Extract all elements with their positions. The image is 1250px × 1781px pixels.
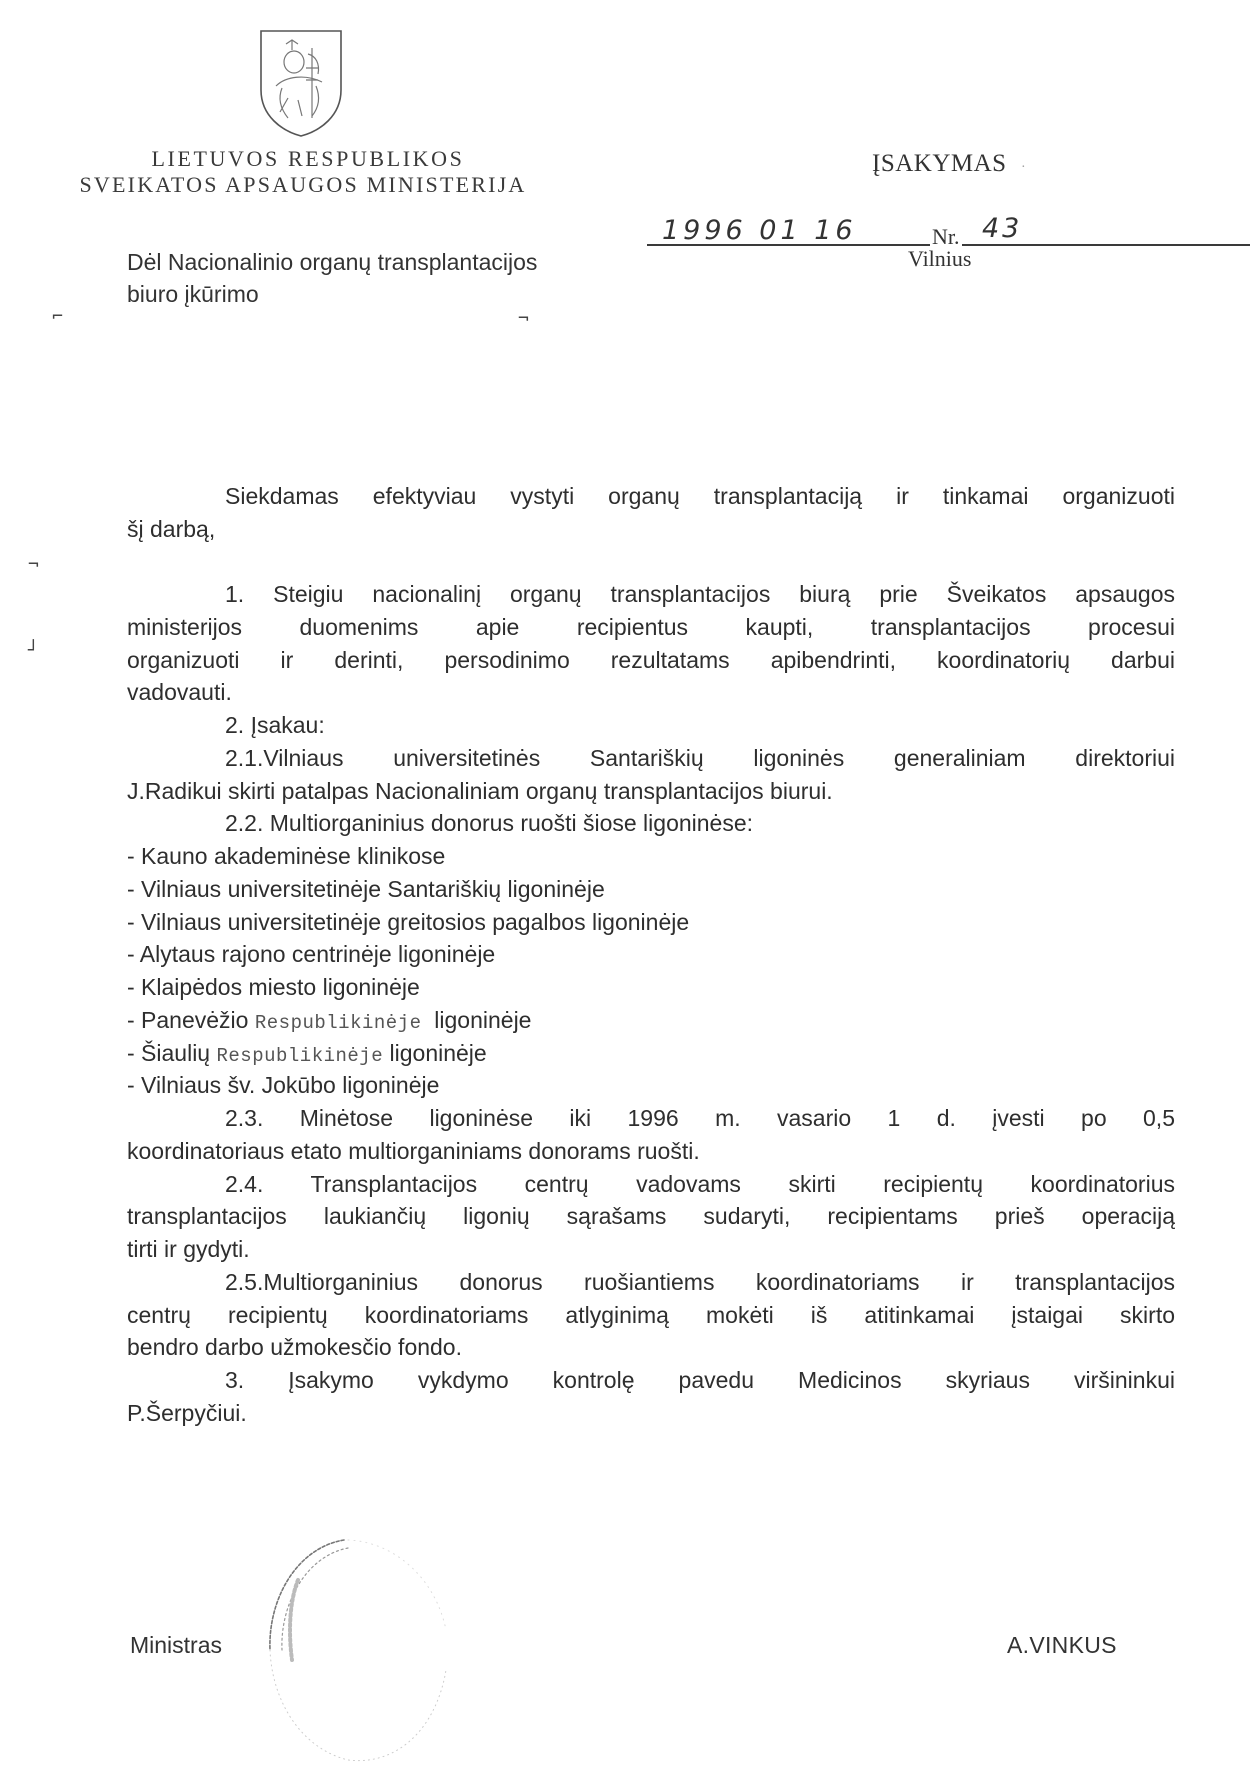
margin-mark-lower: ┘ — [28, 640, 39, 661]
body-line: J.Radikui skirti patalpas Nacionaliniam organų transplantacijos biurui. — [127, 777, 833, 804]
preamble-line-2: šį darbą, — [127, 516, 216, 542]
body-line: transplantacijos laukiančių ligonių sąrašams sudaryti, recipientams prieš operaciją — [127, 1203, 1175, 1230]
document-type-title: ĮSAKYMAS — [872, 150, 1007, 177]
body-line-text-after: ligoninėje — [383, 1039, 487, 1066]
body-line-text: - Šiaulių — [127, 1039, 217, 1066]
document-subject — [127, 246, 537, 310]
body-line: 2. Įsakau: — [225, 712, 325, 738]
signatory-role: Ministras — [130, 1632, 223, 1658]
document-city: Vilnius — [908, 246, 972, 271]
body-line: bendro darbo užmokesčio fondo. — [127, 1334, 462, 1361]
body-line: centrų recipientų koordinatoriams atlyginimą mokėti iš atitinkamai įstaigai skirto — [127, 1301, 1175, 1328]
org-name-line2: SVEIKATOS APSAUGOS MINISTERIJA — [79, 172, 527, 197]
typed-insert: Respublikinėje — [254, 1011, 422, 1034]
document-number: 43 — [982, 213, 1023, 244]
number-label: Nr. — [932, 224, 960, 249]
official-stamp — [236, 1520, 466, 1780]
body-line: - Kauno akademinėse klinikose — [127, 843, 446, 869]
body-line-text-after: ligoninėje — [421, 1006, 532, 1033]
coat-of-arms-logo — [258, 28, 344, 138]
signatory-name: A.VINKUS — [1007, 1632, 1117, 1658]
body-line: koordinatoriaus etato multiorganiniams donorams ruošti. — [127, 1137, 700, 1164]
order-body — [127, 578, 1175, 1430]
subject-line-1: Dėl Nacionalinio organų transplantacijos — [127, 249, 538, 275]
body-line — [127, 1037, 1175, 1070]
body-line: P.Šerpyčiui. — [127, 1399, 247, 1426]
body-line: - Vilniaus universitetinėje Santariškių ligoninėje — [127, 875, 605, 902]
body-line: 2.4. Transplantacijos centrų vadovams skirti recipientų koordinatorius — [225, 1170, 1175, 1197]
corner-mark-top-left: ⌐ — [52, 306, 63, 327]
body-line — [127, 1004, 1175, 1037]
speck: · — [1021, 160, 1026, 175]
body-line: 2.3. Minėtose ligoninėse iki 1996 m. vasario 1 d. įvesti po 0,5 — [225, 1105, 1175, 1131]
body-line: tirti ir gydyti. — [127, 1236, 250, 1262]
typed-insert: Respublikinėje — [216, 1044, 384, 1067]
body-line: 2.2. Multiorganinius donorus ruošti šiose ligoninėse: — [225, 810, 754, 837]
body-line: - Klaipėdos miesto ligoninėje — [127, 974, 420, 1000]
body-line: vadovauti. — [127, 679, 232, 706]
body-line: 2.5.Multiorganinius donorus ruošiantiems koordinatoriams ir transplantacijos — [225, 1268, 1175, 1295]
corner-mark-top-right: ¬ — [518, 308, 529, 329]
org-name-line1: LIETUVOS RESPUBLIKOS — [151, 146, 465, 171]
body-line-text: - Panevėžio — [127, 1006, 255, 1033]
body-line: - Vilniaus šv. Jokūbo ligoninėje — [127, 1072, 440, 1099]
body-line: 1. Steigiu nacionalinį organų transplantacijos biurą prie Šveikatos apsaugos — [225, 581, 1175, 607]
preamble — [127, 480, 1175, 546]
body-line: 3. Įsakymo vykdymo kontrolę pavedu Medicinos skyriaus viršininkui — [225, 1367, 1175, 1393]
margin-mark-upper: ¬ — [28, 554, 39, 575]
body-line: organizuoti ir derinti, persodinimo rezultatams apibendrinti, koordinatorių darbui — [127, 646, 1175, 673]
body-line: ministerijos duomenims apie recipientus kaupti, transplantacijos procesui — [127, 613, 1175, 640]
subject-line-2: biuro įkūrimo — [127, 281, 259, 307]
body-line: 2.1.Vilniaus universitetinės Santariškių ligoninės generaliniam direktoriui — [225, 744, 1175, 771]
document-date: 1996 01 16 — [662, 215, 857, 246]
preamble-line-1: Siekdamas efektyviau vystyti organų transplantaciją ir tinkamai organizuoti — [225, 483, 1175, 509]
body-line: - Alytaus rajono centrinėje ligoninėje — [127, 941, 496, 968]
body-line: - Vilniaus universitetinėje greitosios pagalbos ligoninėje — [127, 908, 690, 935]
